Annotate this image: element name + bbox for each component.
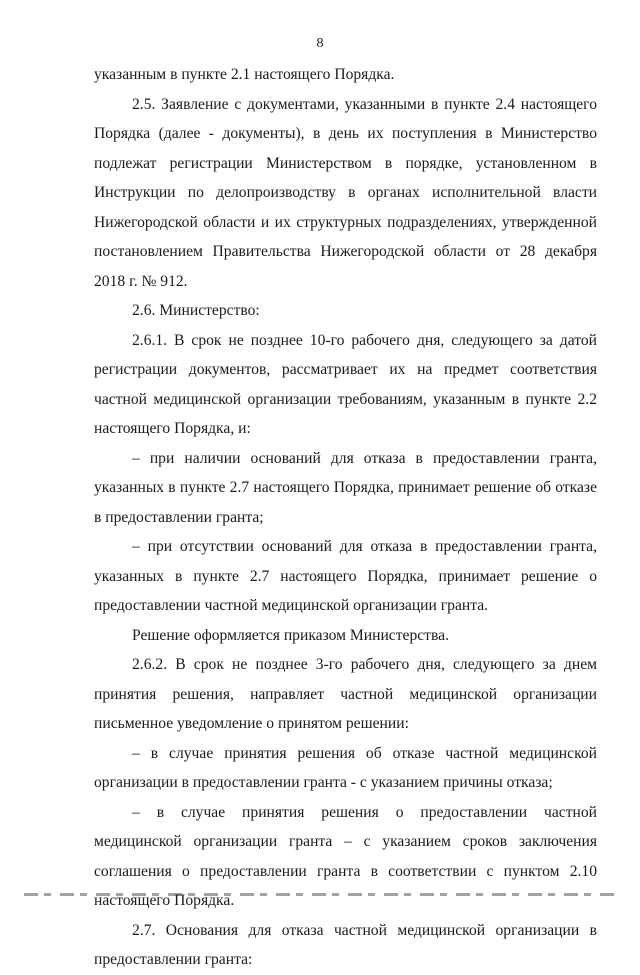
paragraph-2-5: 2.5. Заявление с документами, указанными в пункте 2.4 настоящего Порядка (далее - документы), в день их поступления в Министерство подлежат регистрации Министерством в порядке, установленном в Инструкции по делопроизводству в органах исполнительной власти Нижегородской области и их структурных подразделениях, утвержденной постановлением Правительства Нижегородской области от 28 декабря 2018 г. № 912.	[94, 95, 597, 290]
paragraph-2-7: 2.7. Основания для отказа частной медицинской организации в предоставлении гранта:	[94, 921, 597, 968]
list-item-grant-notice: – в случае принятия решения о предоставлении частной медицинской организации гранта – с указанием сроков заключения соглашения о предоставлении гранта в соответствии с пунктом 2.10 настоящего Порядка.	[94, 803, 597, 909]
scan-edge-artifact	[24, 893, 616, 896]
paragraph-continuation: указанным в пункте 2.1 настоящего Порядка.	[94, 66, 395, 83]
document-body	[94, 60, 597, 975]
paragraph-2-6-1: 2.6.1. В срок не позднее 10-го рабочего дня, следующего за датой регистрации документов, рассматривает их на предмет соответствия частной медицинской организации требованиям, указанным в пункте 2.2 настоящего Порядка, и:	[94, 331, 597, 437]
page-number: 8	[316, 36, 324, 51]
paragraph-decision-order: Решение оформляется приказом Министерства.	[132, 626, 449, 644]
paragraph-2-6: 2.6. Министерство:	[132, 302, 260, 319]
paragraph-2-6-2: 2.6.2. В срок не позднее 3-го рабочего дня, следующего за днем принятия решения, направляет частной медицинской организации письменное уведомление о принятом решении:	[94, 656, 597, 732]
list-item-refusal-grounds-absent: – при отсутствии оснований для отказа в предоставлении гранта, указанных в пункте 2.7 настоящего Порядка, принимает решение о предоставлении частной медицинской организации гранта.	[94, 538, 597, 614]
list-item-refusal-grounds-present: – при наличии оснований для отказа в предоставлении гранта, указанных в пункте 2.7 настоящего Порядка, принимает решение об отказе в предоставлении гранта;	[94, 449, 597, 526]
list-item-refusal-notice: – в случае принятия решения об отказе частной медицинской организации в предоставлении гранта - с указанием причины отказа;	[94, 744, 597, 791]
